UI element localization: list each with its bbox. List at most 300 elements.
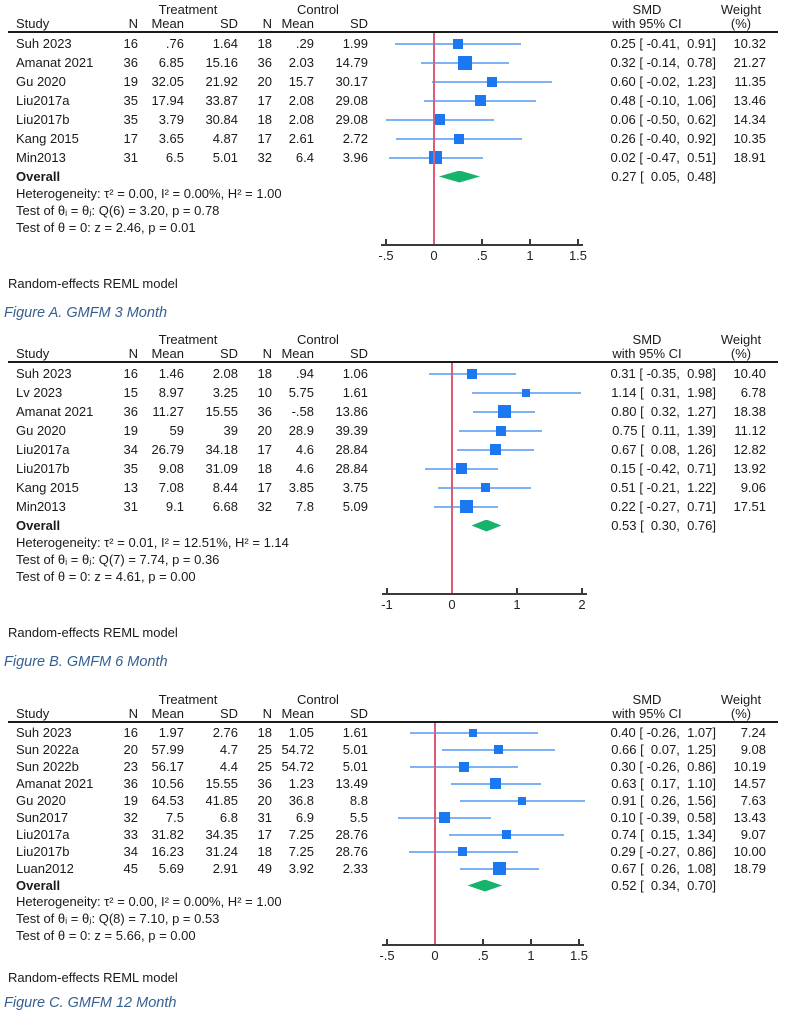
control-mean: 1.05	[288, 725, 314, 740]
effect-square	[518, 797, 526, 805]
control-n: 18	[257, 725, 272, 740]
treatment-sd: 15.55	[205, 404, 238, 419]
control-mean: .29	[295, 36, 314, 51]
control-sd: 29.08	[335, 93, 368, 108]
treatment-mean: 8.97	[158, 385, 184, 400]
treatment-sd: 31.24	[205, 844, 238, 859]
treatment-n: 16	[123, 366, 138, 381]
control-mean: 28.9	[288, 423, 314, 438]
axis-tick-label: 0	[430, 248, 438, 263]
study-name: Luan2012	[16, 861, 74, 876]
axis-tick-label: .5	[477, 948, 489, 963]
axis-tick-label: 0	[431, 948, 439, 963]
treatment-mean: 7.08	[158, 480, 184, 495]
study-name: Liu2017a	[16, 442, 70, 457]
treatment-n: 17	[123, 131, 138, 146]
column-header-with-ci: with 95% CI	[612, 706, 682, 721]
column-header-smd: SMD	[632, 2, 662, 17]
overall-diamond	[472, 520, 502, 532]
study-name: Liu2017b	[16, 844, 70, 859]
treatment-n: 19	[123, 793, 138, 808]
study-name: Sun 2022b	[16, 759, 79, 774]
control-sd: 8.8	[349, 793, 368, 808]
treatment-n: 23	[123, 759, 138, 774]
control-n: 17	[257, 93, 272, 108]
study-name: Sun2017	[16, 810, 69, 825]
smd-value: 0.32 [ -0.14, 0.78]	[610, 55, 716, 70]
control-mean: 3.92	[288, 861, 314, 876]
treatment-n: 35	[123, 112, 138, 127]
treatment-n: 33	[123, 827, 138, 842]
treatment-sd: 41.85	[205, 793, 238, 808]
treatment-n: 31	[123, 499, 138, 514]
column-header-smd: SMD	[632, 332, 662, 347]
column-group-control: Control	[297, 332, 339, 347]
control-n: 20	[257, 74, 272, 89]
smd-value: 0.63 [ 0.17, 1.10]	[611, 776, 716, 791]
weight-value: 7.63	[740, 793, 766, 808]
weight-value: 10.32	[733, 36, 766, 51]
column-header-study: Study	[16, 16, 50, 31]
smd-value: 0.74 [ 0.15, 1.34]	[611, 827, 716, 842]
smd-value: 0.29 [ -0.27, 0.86]	[610, 844, 716, 859]
study-name: Gu 2020	[16, 793, 66, 808]
effect-square	[496, 426, 506, 436]
column-header-weight-pct: (%)	[730, 16, 752, 31]
effect-square	[469, 729, 477, 737]
treatment-n: 34	[123, 442, 138, 457]
control-sd: 28.76	[335, 844, 368, 859]
treatment-n: 13	[123, 480, 138, 495]
column-header-control-n: N	[262, 346, 272, 361]
smd-value: 1.14 [ 0.31, 1.98]	[611, 385, 716, 400]
weight-value: 21.27	[733, 55, 766, 70]
column-header-control-mean: Mean	[281, 346, 314, 361]
study-name: Lv 2023	[16, 385, 63, 400]
effect-square	[475, 95, 486, 106]
axis-tick-label: 0	[448, 597, 456, 612]
forest-panel-c	[0, 692, 785, 1016]
study-name: Suh 2023	[16, 725, 72, 740]
treatment-n: 19	[123, 423, 138, 438]
header-rule	[8, 31, 778, 33]
column-group-control: Control	[297, 692, 339, 707]
control-sd: 1.99	[342, 36, 368, 51]
control-sd: 28.76	[335, 827, 368, 842]
smd-value: 0.10 [ -0.39, 0.58]	[610, 810, 716, 825]
axis-tick-label: -.5	[379, 948, 395, 963]
control-mean: 4.6	[295, 461, 314, 476]
heterogeneity-text: Heterogeneity: τ² = 0.01, I² = 12.51%, H² = 1.14	[16, 535, 289, 550]
control-n: 20	[257, 423, 272, 438]
column-header-treatment-mean: Mean	[151, 706, 184, 721]
effect-test-text: Test of θ = 0: z = 4.61, p = 0.00	[16, 569, 196, 584]
treatment-sd: 5.01	[212, 150, 238, 165]
column-header-treatment-sd: SD	[219, 16, 238, 31]
treatment-mean: 56.17	[151, 759, 184, 774]
x-axis	[382, 944, 584, 946]
treatment-sd: 30.84	[205, 112, 238, 127]
model-note: Random-effects REML model	[8, 970, 178, 985]
treatment-sd: 2.08	[212, 366, 238, 381]
axis-tick-label: -1	[381, 597, 393, 612]
axis-tick	[516, 588, 518, 593]
control-n: 18	[257, 461, 272, 476]
weight-value: 14.34	[733, 112, 766, 127]
treatment-sd: 4.7	[219, 742, 238, 757]
control-n: 17	[257, 480, 272, 495]
weight-value: 18.38	[733, 404, 766, 419]
column-header-treatment-n: N	[128, 16, 138, 31]
smd-value: 0.15 [ -0.42, 0.71]	[610, 461, 716, 476]
axis-tick	[581, 588, 583, 593]
treatment-sd: 4.87	[212, 131, 238, 146]
treatment-mean: 17.94	[151, 93, 184, 108]
control-sd: 13.49	[335, 776, 368, 791]
column-header-study: Study	[16, 706, 50, 721]
smd-value: 0.40 [ -0.26, 1.07]	[610, 725, 716, 740]
column-header-control-sd: SD	[349, 16, 368, 31]
study-name: Amanat 2021	[16, 776, 94, 791]
control-mean: 6.4	[295, 150, 314, 165]
treatment-n: 36	[123, 776, 138, 791]
column-group-control: Control	[297, 2, 339, 17]
treatment-mean: 6.85	[158, 55, 184, 70]
smd-value: 0.80 [ 0.32, 1.27]	[611, 404, 716, 419]
control-n: 17	[257, 131, 272, 146]
weight-value: 14.57	[733, 776, 766, 791]
axis-tick	[577, 239, 579, 244]
forest-panel-b	[0, 332, 785, 690]
treatment-mean: 1.97	[158, 725, 184, 740]
figure-caption: Figure A. GMFM 3 Month	[4, 305, 168, 321]
weight-value: 9.06	[740, 480, 766, 495]
treatment-mean: 31.82	[151, 827, 184, 842]
control-mean: 3.85	[288, 480, 314, 495]
homogeneity-test-text: Test of θᵢ = θⱼ: Q(8) = 7.10, p = 0.53	[16, 911, 220, 926]
axis-tick	[530, 939, 532, 944]
column-header-weight: Weight	[720, 2, 762, 17]
control-n: 31	[257, 810, 272, 825]
forest-panel-a	[0, 2, 785, 330]
weight-value: 17.51	[733, 499, 766, 514]
control-mean: 6.9	[295, 810, 314, 825]
treatment-sd: 4.4	[219, 759, 238, 774]
effect-square	[502, 830, 511, 839]
study-name: Liu2017a	[16, 93, 70, 108]
smd-value: 0.26 [ -0.40, 0.92]	[610, 131, 716, 146]
treatment-mean: 26.79	[151, 442, 184, 457]
weight-value: 10.19	[733, 759, 766, 774]
study-name: Amanat 2021	[16, 404, 94, 419]
treatment-sd: 34.35	[205, 827, 238, 842]
zero-line	[433, 33, 435, 244]
control-sd: 2.33	[342, 861, 368, 876]
weight-value: 13.92	[733, 461, 766, 476]
control-n: 36	[257, 55, 272, 70]
control-sd: 28.84	[335, 442, 368, 457]
treatment-sd: 2.76	[212, 725, 238, 740]
study-name: Min2013	[16, 150, 66, 165]
smd-value: 0.02 [ -0.47, 0.51]	[610, 150, 716, 165]
effect-square	[434, 114, 445, 125]
control-n: 32	[257, 150, 272, 165]
axis-tick-label: -.5	[378, 248, 394, 263]
column-header-control-mean: Mean	[281, 16, 314, 31]
weight-value: 9.08	[740, 742, 766, 757]
effect-square	[498, 405, 511, 418]
axis-tick-label: 1.5	[569, 948, 589, 963]
treatment-mean: 11.27	[152, 404, 184, 419]
treatment-n: 20	[123, 742, 138, 757]
weight-value: 11.35	[734, 74, 766, 89]
study-name: Suh 2023	[16, 366, 72, 381]
control-n: 17	[257, 442, 272, 457]
treatment-sd: 3.25	[212, 385, 238, 400]
control-n: 36	[257, 776, 272, 791]
control-n: 49	[257, 861, 272, 876]
smd-value: 0.22 [ -0.27, 0.71]	[610, 499, 716, 514]
treatment-mean: 1.46	[158, 366, 184, 381]
homogeneity-test-text: Test of θᵢ = θⱼ: Q(7) = 7.74, p = 0.36	[16, 552, 220, 567]
control-sd: 1.61	[342, 725, 368, 740]
treatment-n: 19	[123, 74, 138, 89]
study-name: Amanat 2021	[16, 55, 94, 70]
column-group-treatment: Treatment	[158, 692, 218, 707]
column-header-treatment-sd: SD	[219, 346, 238, 361]
weight-value: 7.24	[740, 725, 766, 740]
smd-value: 0.66 [ 0.07, 1.25]	[611, 742, 716, 757]
smd-value: 0.91 [ 0.26, 1.56]	[611, 793, 716, 808]
study-name: Suh 2023	[16, 36, 72, 51]
treatment-n: 35	[123, 93, 138, 108]
axis-tick-label: 1	[513, 597, 521, 612]
weight-value: 12.82	[733, 442, 766, 457]
treatment-mean: 9.1	[165, 499, 184, 514]
effect-square	[460, 500, 473, 513]
x-axis	[382, 593, 587, 595]
control-mean: 7.25	[288, 844, 314, 859]
control-n: 10	[257, 385, 272, 400]
control-mean: 7.25	[288, 827, 314, 842]
control-sd: 13.86	[335, 404, 368, 419]
weight-value: 10.35	[733, 131, 766, 146]
treatment-sd: 33.87	[205, 93, 238, 108]
axis-tick	[386, 588, 388, 593]
overall-label: Overall	[16, 169, 61, 184]
figure-caption: Figure C. GMFM 12 Month	[4, 995, 177, 1011]
treatment-sd: 6.8	[219, 810, 238, 825]
control-sd: 5.01	[342, 742, 368, 757]
treatment-sd: 2.91	[212, 861, 238, 876]
figure-caption: Figure B. GMFM 6 Month	[4, 654, 168, 670]
effect-square	[467, 369, 477, 379]
control-mean: 2.61	[288, 131, 314, 146]
treatment-n: 35	[123, 461, 138, 476]
study-name: Liu2017b	[16, 112, 70, 127]
treatment-sd: 34.18	[205, 442, 238, 457]
column-header-treatment-mean: Mean	[151, 16, 184, 31]
treatment-sd: 15.16	[205, 55, 238, 70]
treatment-n: 36	[123, 55, 138, 70]
effect-square	[458, 847, 467, 856]
study-name: Liu2017b	[16, 461, 70, 476]
overall-diamond	[439, 171, 480, 183]
treatment-sd: 39	[223, 423, 238, 438]
column-header-treatment-sd: SD	[219, 706, 238, 721]
smd-value: 0.67 [ 0.08, 1.26]	[611, 442, 716, 457]
control-sd: 39.39	[335, 423, 368, 438]
model-note: Random-effects REML model	[8, 276, 178, 291]
overall-smd-value: 0.52 [ 0.34, 0.70]	[611, 878, 716, 893]
axis-tick	[578, 939, 580, 944]
axis-tick	[386, 939, 388, 944]
overall-label: Overall	[16, 518, 61, 533]
treatment-mean: 32.05	[151, 74, 184, 89]
treatment-n: 31	[123, 150, 138, 165]
smd-value: 0.31 [ -0.35, 0.98]	[610, 366, 716, 381]
effect-test-text: Test of θ = 0: z = 5.66, p = 0.00	[16, 928, 196, 943]
axis-tick-label: 2	[578, 597, 586, 612]
treatment-sd: 31.09	[205, 461, 238, 476]
treatment-n: 16	[123, 36, 138, 51]
treatment-mean: 57.99	[151, 742, 184, 757]
heterogeneity-text: Heterogeneity: τ² = 0.00, I² = 0.00%, H² = 1.00	[16, 186, 282, 201]
treatment-mean: 64.53	[151, 793, 184, 808]
effect-square	[494, 745, 503, 754]
treatment-mean: .76	[165, 36, 184, 51]
weight-value: 18.79	[733, 861, 766, 876]
column-header-control-mean: Mean	[281, 706, 314, 721]
effect-square	[459, 762, 469, 772]
column-header-control-sd: SD	[349, 706, 368, 721]
column-header-weight-pct: (%)	[730, 706, 752, 721]
effect-square	[439, 812, 450, 823]
effect-test-text: Test of θ = 0: z = 2.46, p = 0.01	[16, 220, 196, 235]
control-sd: 3.75	[342, 480, 368, 495]
treatment-sd: 21.92	[205, 74, 238, 89]
effect-square	[456, 463, 467, 474]
control-mean: 15.7	[288, 74, 314, 89]
control-n: 18	[257, 112, 272, 127]
axis-tick	[482, 939, 484, 944]
study-name: Liu2017a	[16, 827, 70, 842]
control-n: 18	[257, 366, 272, 381]
control-n: 18	[257, 36, 272, 51]
weight-value: 6.78	[740, 385, 766, 400]
control-sd: 5.5	[349, 810, 368, 825]
axis-tick	[529, 239, 531, 244]
control-mean: 1.23	[288, 776, 314, 791]
control-mean: 54.72	[281, 759, 314, 774]
control-mean: -.58	[291, 404, 314, 419]
treatment-mean: 5.69	[158, 861, 184, 876]
smd-value: 0.60 [ -0.02, 1.23]	[610, 74, 716, 89]
treatment-sd: 8.44	[212, 480, 238, 495]
smd-value: 0.75 [ 0.11, 1.39]	[612, 423, 716, 438]
effect-square	[522, 389, 530, 397]
column-header-study: Study	[16, 346, 50, 361]
study-name: Kang 2015	[16, 131, 79, 146]
control-mean: 2.03	[288, 55, 314, 70]
treatment-n: 16	[123, 725, 138, 740]
weight-value: 13.46	[733, 93, 766, 108]
effect-square	[487, 77, 497, 87]
control-n: 17	[257, 827, 272, 842]
column-header-treatment-n: N	[128, 706, 138, 721]
control-n: 32	[257, 499, 272, 514]
smd-value: 0.67 [ 0.26, 1.08]	[611, 861, 716, 876]
effect-square	[453, 39, 463, 49]
smd-value: 0.48 [ -0.10, 1.06]	[610, 93, 716, 108]
column-header-weight: Weight	[720, 692, 762, 707]
effect-square	[458, 56, 472, 70]
weight-value: 13.43	[733, 810, 766, 825]
control-sd: 29.08	[335, 112, 368, 127]
column-header-weight-pct: (%)	[730, 346, 752, 361]
model-note: Random-effects REML model	[8, 625, 178, 640]
treatment-mean: 6.5	[165, 150, 184, 165]
axis-tick-label: 1.5	[568, 248, 588, 263]
zero-line	[434, 723, 436, 944]
treatment-sd: 6.68	[212, 499, 238, 514]
treatment-mean: 16.23	[151, 844, 184, 859]
effect-square	[490, 444, 501, 455]
control-mean: 7.8	[295, 499, 314, 514]
column-group-treatment: Treatment	[158, 2, 218, 17]
column-header-treatment-mean: Mean	[151, 346, 184, 361]
weight-value: 9.07	[740, 827, 766, 842]
treatment-mean: 3.79	[158, 112, 184, 127]
treatment-mean: 59	[169, 423, 184, 438]
heterogeneity-text: Heterogeneity: τ² = 0.00, I² = 0.00%, H² = 1.00	[16, 894, 282, 909]
axis-tick	[385, 239, 387, 244]
overall-diamond	[468, 880, 503, 892]
control-sd: 30.17	[335, 74, 368, 89]
effect-square	[490, 778, 501, 789]
control-mean: 54.72	[281, 742, 314, 757]
treatment-n: 45	[123, 861, 138, 876]
control-n: 20	[257, 793, 272, 808]
control-sd: 3.96	[342, 150, 368, 165]
column-header-weight: Weight	[720, 332, 762, 347]
zero-line	[451, 363, 453, 593]
weight-value: 18.91	[733, 150, 766, 165]
overall-smd-value: 0.53 [ 0.30, 0.76]	[611, 518, 716, 533]
smd-value: 0.06 [ -0.50, 0.62]	[610, 112, 716, 127]
effect-square	[481, 483, 490, 492]
smd-value: 0.25 [ -0.41, 0.91]	[610, 36, 716, 51]
treatment-mean: 9.08	[158, 461, 184, 476]
overall-label: Overall	[16, 878, 61, 893]
study-name: Gu 2020	[16, 423, 66, 438]
control-mean: 36.8	[288, 793, 314, 808]
treatment-mean: 10.56	[151, 776, 184, 791]
control-mean: .94	[295, 366, 314, 381]
axis-tick-label: 1	[527, 948, 535, 963]
treatment-n: 15	[123, 385, 138, 400]
study-name: Gu 2020	[16, 74, 66, 89]
treatment-n: 32	[123, 810, 138, 825]
weight-value: 11.12	[734, 423, 766, 438]
control-sd: 14.79	[335, 55, 368, 70]
header-rule	[8, 721, 778, 723]
effect-square	[429, 151, 442, 164]
study-name: Min2013	[16, 499, 66, 514]
control-sd: 28.84	[335, 461, 368, 476]
weight-value: 10.00	[733, 844, 766, 859]
x-axis	[381, 244, 583, 246]
